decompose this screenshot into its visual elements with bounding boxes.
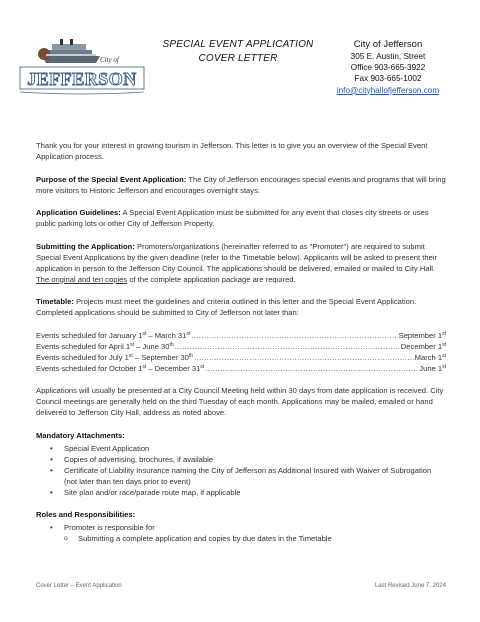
event-period-end: – September 30 [132,352,189,362]
logo-jefferson-text: JEFFERSON [27,69,137,89]
attachment-item: • Certificate of Liability Insurance naming the City of Jefferson as Additional Insured with Waiver of Subrogation (not later than ten days prior to event) [50,465,446,487]
intro-paragraph: Thank you for your interest in growing tourism in Jefferson. This letter is to give you an overview of the Special Event Application process. [36,141,428,161]
steamboat-icon [38,39,100,63]
purpose-text: The City of Jefferson encourages special events and programs that will bring more visitors to Historic Jefferson and encourages overnight stays. [36,174,446,195]
attachment-item: • Copies of advertising, brochures, if available [50,454,446,465]
event-period-start: Events scheduled for July 1 [36,352,129,362]
event-due-date: March 1 [414,352,443,362]
attachments-list [36,443,446,498]
guidelines-text: A Special Event Application must be submitted for any event that closes city streets or uses public parking lots or other City of Jefferson Property. [36,208,429,228]
attachments-heading: Mandatory Attachments: [36,430,125,440]
contact-fax: Fax 903-665-1002 [354,74,422,84]
footer-document-name: Cover Letter – Event Application [36,583,122,589]
purpose-heading: Purpose of the Special Event Application: [36,174,187,184]
guidelines-paragraph [36,207,446,229]
city-of-jefferson-logo [16,36,148,98]
contact-name: City of Jefferson [353,39,423,50]
footer-revision-date: Last Revised June 7, 2024 [374,583,446,589]
timetable-heading: Timetable: [36,297,74,306]
presentation-paragraph: Applications will usually be presented at a City Council Meeting held within 30 days from date application is received. City Council meetings are generally held on the third Tuesday of each month. Applications may be mailed, emailed or hand delivered to Jefferson City Hall, address as noted above. [36,386,444,417]
event-row: Events scheduled for July 1st – September 30th ..... March 1st [36,352,446,363]
contact-office-phone: Office 903-665-3922 [350,63,426,73]
roles-list [36,522,446,544]
submitting-text: Promoters/organizations (hereinafter referred to as "Promoter") are required to submit Special Event Applications by the given deadline (refer to the Timetable below). Applicants will be asked to present their application in person to the Jefferson City Council. The applications should be delivered, emailed or mailed to City Hall. [36,241,438,273]
attachment-item: • Special Event Application [50,443,446,454]
leader-dots [194,352,414,363]
page-footer [36,583,446,589]
event-period-end: – December 31 [146,363,201,373]
submitting-underlined: The original and ten copies [36,274,128,284]
leader-dots [205,363,418,374]
event-period-start: Events scheduled for October 1 [36,363,143,373]
timetable-paragraph [36,296,446,318]
contact-address: 305 E. Austin, Street [350,52,426,61]
submitting-text-after: of the complete application package are required. [129,274,296,284]
timetable-text: Projects must meet the guidelines and criteria outlined in this letter and the Special Event Application. Completed applications should be submitted to City of Jefferson not later than: [36,297,417,317]
contact-info [330,38,446,96]
purpose-paragraph [36,174,446,196]
event-period-end: – March 31 [146,330,187,340]
event-period-start: Events scheduled for April 1 [36,341,131,351]
roles-item: • Promoter is responsible for [50,522,446,533]
leader-dots [191,330,397,341]
event-schedule [36,330,446,374]
contact-email-link[interactable]: info@cityhallofjefferson.com [336,85,440,95]
event-period-start: Events scheduled for January 1 [36,330,143,340]
document-title [150,38,326,66]
submitting-paragraph [36,241,446,285]
event-due-date: December 1 [400,341,443,351]
title-line-1: SPECIAL EVENT APPLICATION [162,39,314,50]
event-row: Events scheduled for October 1st – December 31st ..... June 1st [36,363,446,374]
attachment-item: • Site plan and/or race/parade route map, if applicable [50,487,446,498]
guidelines-heading: Application Guidelines: [36,208,121,217]
logo-city-of-text: City of [100,56,119,64]
leader-dots [175,341,400,352]
submitting-heading: Submitting the Application: [36,241,135,251]
event-row: Events scheduled for January 1st – March 31st ..... September 1st [36,330,446,341]
letter-body [36,140,446,544]
event-due-date: June 1 [419,363,443,373]
roles-heading: Roles and Responsibilities: [36,510,136,519]
title-line-2: COVER LETTER [198,53,278,64]
event-due-date: September 1 [398,330,443,340]
event-period-end: – June 30 [134,341,170,351]
roles-subitem: o Submitting a complete application and copies by due dates in the Timetable [50,533,446,544]
event-row: Events scheduled for April 1st – June 30th ..... December 1st [36,341,446,352]
